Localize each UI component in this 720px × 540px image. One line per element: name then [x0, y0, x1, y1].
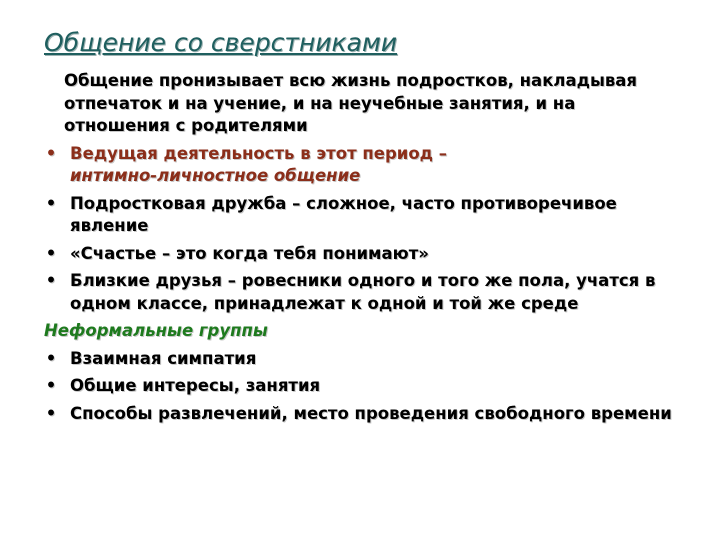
bullet-text-leading-activity	[70, 144, 447, 186]
bullet-text-friendship: Подростковая дружба – сложное, часто противоречивое явление	[70, 193, 617, 235]
bullet-dot: •	[45, 271, 57, 290]
bullet-item-close-friends	[44, 270, 684, 315]
bullet-item-sympathy	[44, 348, 684, 371]
bullet-item-common-interests	[44, 375, 684, 398]
bullet-item-leading-activity	[44, 143, 684, 188]
bullet-dot: •	[45, 193, 57, 213]
bullet-dot: •	[45, 243, 57, 263]
bullet-item-friendship	[44, 193, 684, 238]
bullet-text-sympathy: Взаимная симпатия	[70, 348, 257, 368]
bullet-dot: •	[45, 403, 57, 423]
bullet-text-happiness-quote: «Счастье – это когда тебя понимают»	[70, 243, 429, 263]
leading-activity-emphasis: интимно-личностное общение	[70, 166, 361, 185]
bullet-item-happiness-quote	[44, 243, 684, 266]
slide-content	[44, 70, 684, 430]
bullet-dot: •	[45, 348, 57, 368]
bullet-text-leisure: Способы развлечений, место проведения свободного времени	[70, 403, 672, 423]
bullet-text-close-friends: Близкие друзья – ровесники одного и того же пола, учатся в одном классе, принадлежат к одной и той же среде	[70, 271, 656, 313]
bullet-dot: •	[45, 376, 57, 395]
bullet-item-leisure	[44, 403, 684, 426]
intro-paragraph: Общение пронизывает всю жизнь подростков, накладывая отпечаток и на учение, и на неучебные занятия, и на отношения с родителями	[64, 71, 638, 135]
leading-activity-line: Ведущая деятельность в этот период –	[70, 143, 447, 163]
bullet-dot: •	[45, 143, 57, 163]
slide-title: Общение со сверстниками	[44, 28, 398, 57]
bullet-text-common-interests: Общие интересы, занятия	[70, 376, 321, 395]
section-heading-informal-groups: Неформальные группы	[44, 321, 268, 340]
